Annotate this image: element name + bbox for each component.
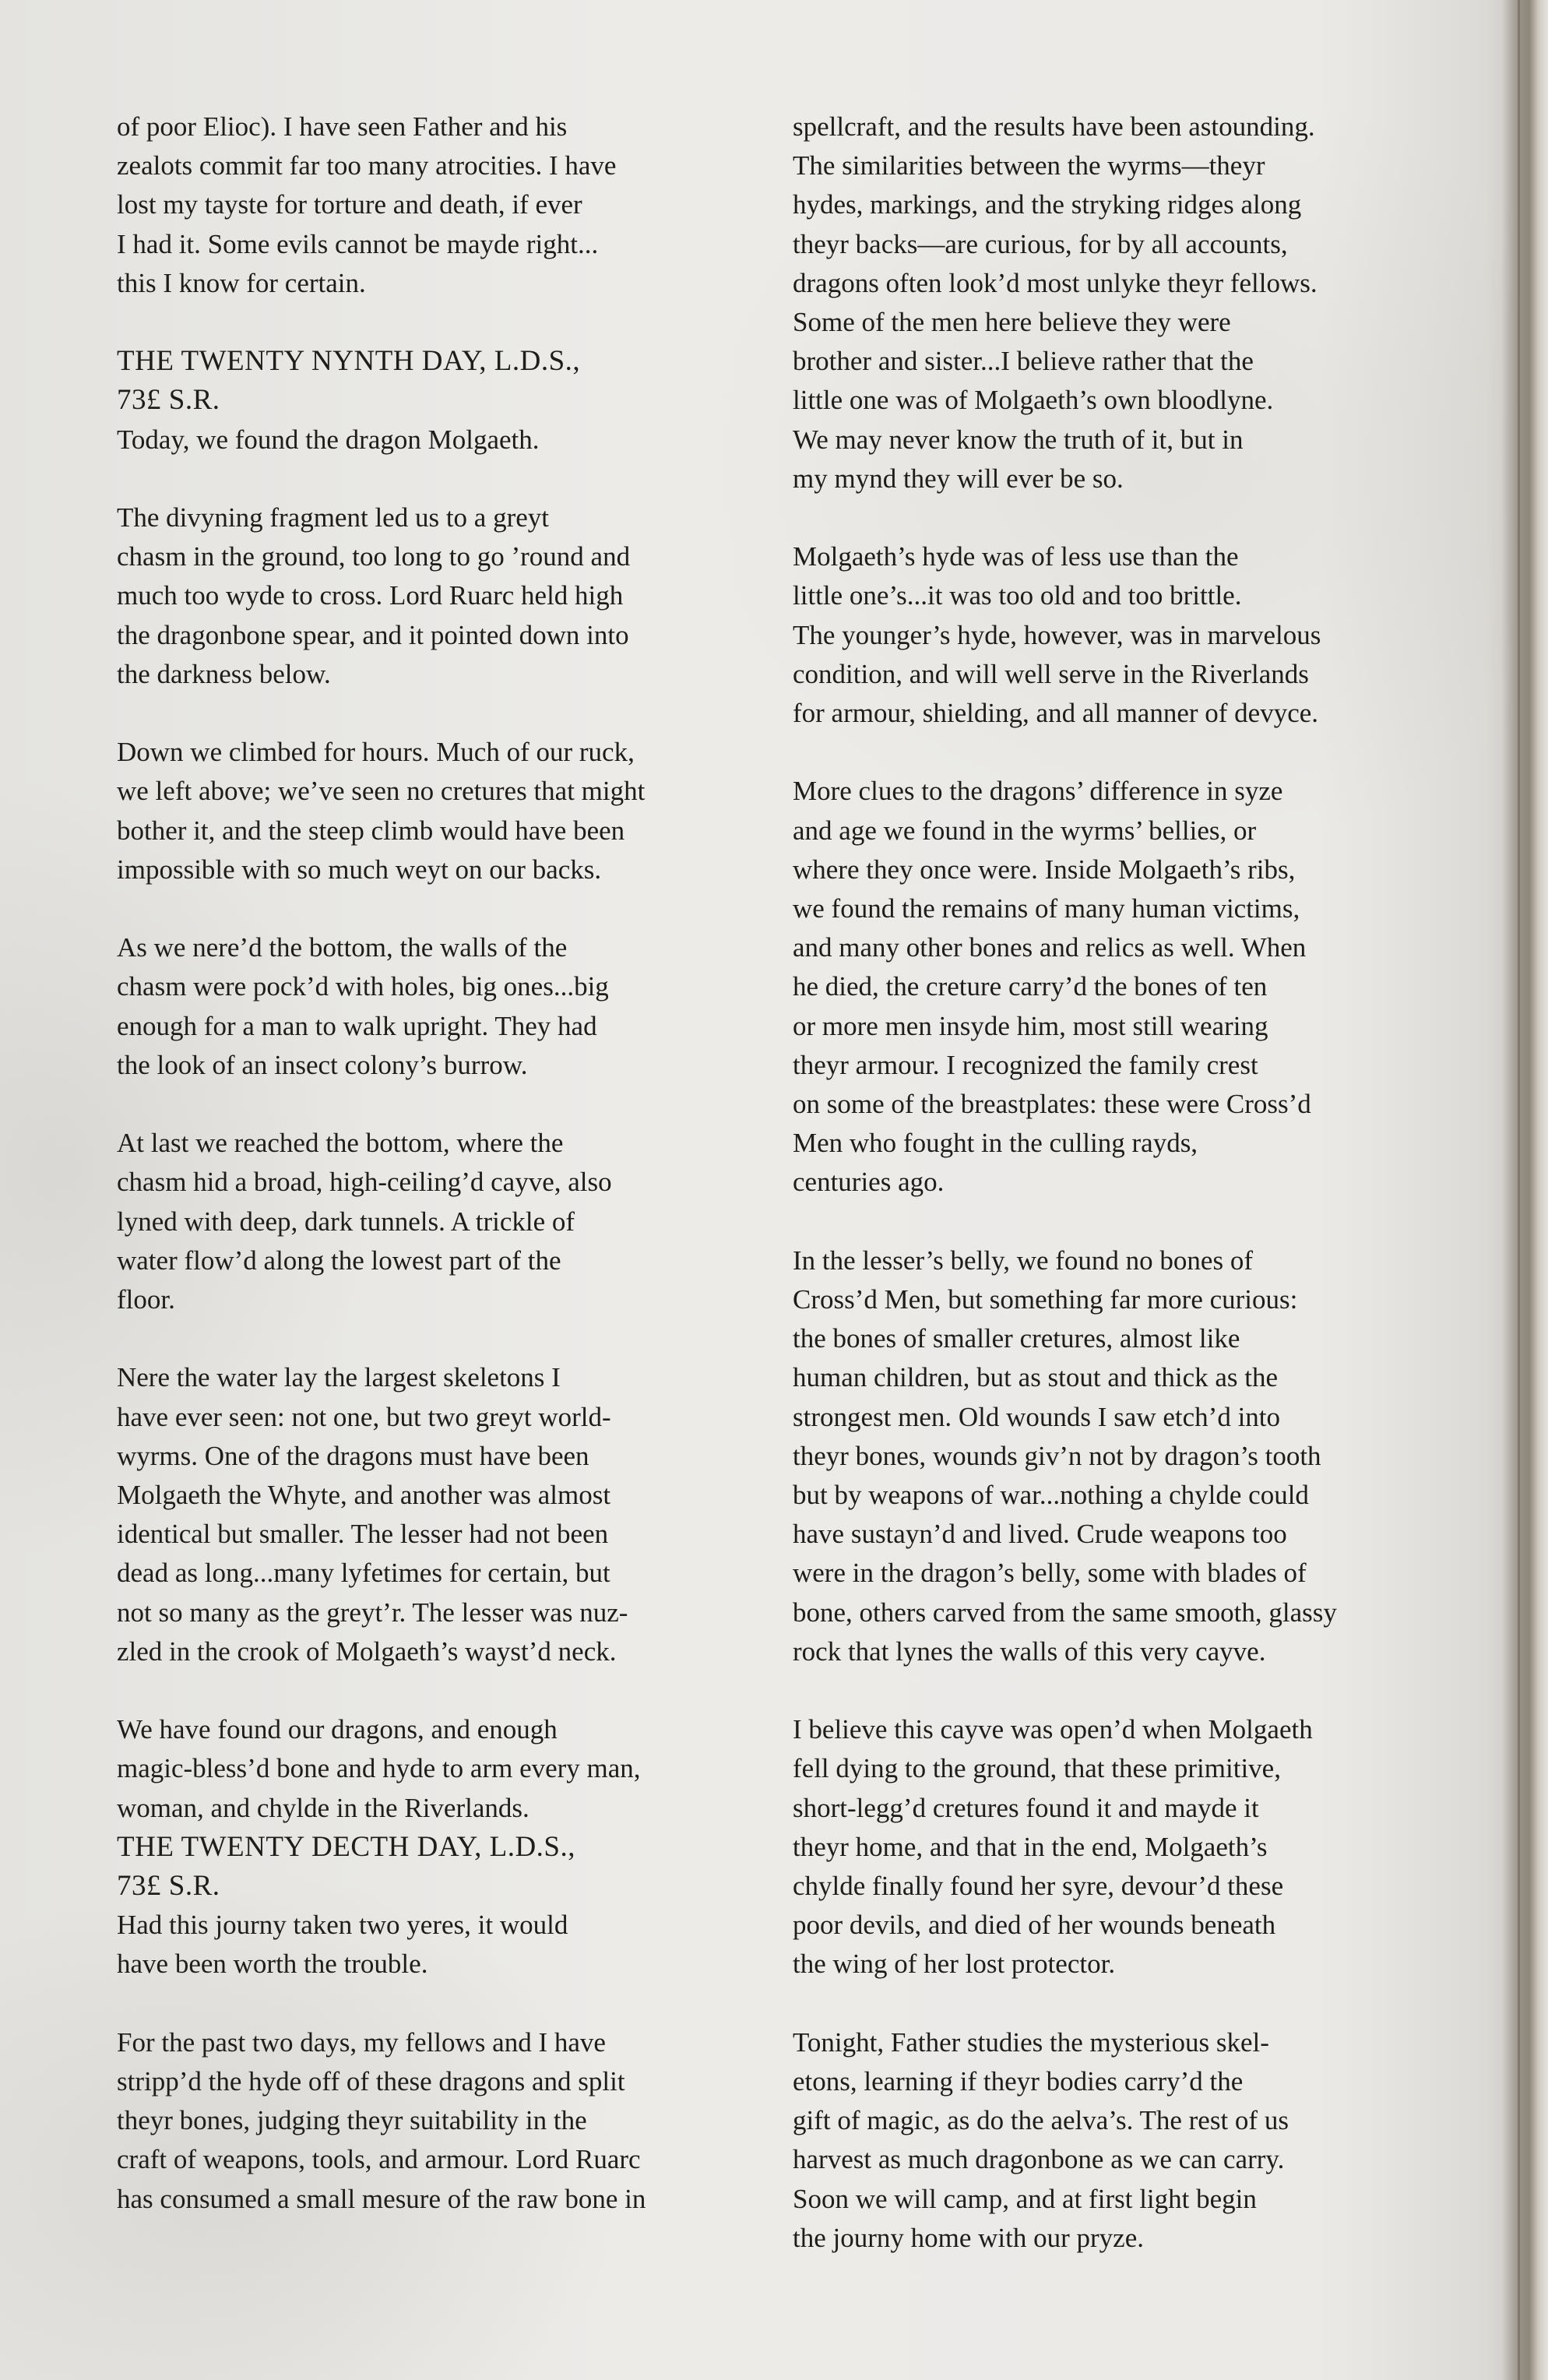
text-line: were in the dragon’s belly, some with blades of [793, 1558, 1307, 1589]
text-line: I believe this cayve was open’d when Molgaeth [793, 1714, 1313, 1745]
paragraph [117, 928, 771, 1085]
text-line: woman, and chylde in the Riverlands. [117, 1792, 529, 1823]
text-line: Some of the men here believe they were [793, 307, 1231, 338]
text-line: I had it. Some evils cannot be mayde right... [117, 228, 599, 259]
text-line: We may never know the truth of it, but in [793, 424, 1244, 455]
entry-heading: 73£ S.R. [117, 384, 220, 417]
text-line: bone, others carved from the same smooth, glassy [793, 1597, 1337, 1628]
text-line: or more men insyde him, most still wearing [793, 1010, 1268, 1041]
text-line: the darkness below. [117, 658, 331, 689]
text-line: theyr backs—are curious, for by all accounts, [793, 228, 1288, 259]
text-line: much too wyde to cross. Lord Ruarc held high [117, 580, 624, 611]
text-line: enough for a man to walk upright. They had [117, 1010, 597, 1041]
text-line: the wing of her lost protector. [793, 1949, 1116, 1980]
text-line: etons, learning if theyr bodies carry’d the [793, 2066, 1244, 2097]
text-line: floor. [117, 1284, 175, 1315]
page-edge-line [1518, 0, 1520, 2380]
text-line: zealots commit far too many atrocities. I have [117, 150, 617, 181]
paragraph [793, 2023, 1447, 2258]
text-line: lost my tayste for torture and death, if ever [117, 189, 582, 220]
text-line: fell dying to the ground, that these primitive, [793, 1753, 1281, 1784]
text-line: and many other bones and relics as well. When [793, 932, 1307, 963]
text-line: and age we found in the wyrms’ bellies, or [793, 815, 1257, 846]
text-line: For the past two days, my fellows and I have [117, 2026, 606, 2058]
text-line: zled in the crook of Molgaeth’s wayst’d neck. [117, 1635, 617, 1667]
text-line: the look of an insect colony’s burrow. [117, 1049, 528, 1080]
left-column [117, 107, 771, 2219]
text-line: this I know for certain. [117, 267, 366, 298]
right-column [793, 107, 1447, 2258]
entry-heading: THE TWENTY NYNTH DAY, L.D.S., [117, 345, 581, 378]
entry-heading: THE TWENTY DECTH DAY, L.D.S., [117, 1830, 576, 1863]
text-line: short-legg’d cretures found it and mayde it [793, 1792, 1259, 1823]
text-line: we found the remains of many human victims, [793, 893, 1300, 924]
entry-heading: 73£ S.R. [117, 1870, 220, 1903]
text-line: chasm were pock’d with holes, big ones...big [117, 971, 609, 1002]
text-line: theyr home, and that in the end, Molgaeth’s [793, 1831, 1268, 1862]
text-line: Molgaeth’s hyde was of less use than the [793, 541, 1239, 572]
text-line: Today, we found the dragon Molgaeth. [117, 424, 540, 455]
text-line: stripp’d the hyde off of these dragons and split [117, 2066, 625, 2097]
text-line: Men who fought in the culling rayds, [793, 1128, 1198, 1159]
journal-entry [117, 342, 771, 459]
text-line: Soon we will camp, and at first light begin [793, 2183, 1257, 2214]
paragraph [117, 498, 771, 694]
text-line: he died, the creture carry’d the bones of ten [793, 971, 1268, 1002]
paragraph [117, 1124, 771, 1319]
text-line: theyr armour. I recognized the family crest [793, 1049, 1258, 1080]
text-line: little one was of Molgaeth’s own bloodlyne. [793, 385, 1274, 416]
paragraph [793, 772, 1447, 1202]
text-line: identical but smaller. The lesser had not been [117, 1519, 609, 1550]
text-line: Molgaeth the Whyte, and another was almost [117, 1480, 611, 1511]
text-line: little one’s...it was too old and too brittle. [793, 580, 1242, 611]
journal-entry [117, 1828, 771, 1984]
text-line: but by weapons of war...nothing a chylde could [793, 1480, 1309, 1511]
text-line: Had this journy taken two yeres, it would [117, 1910, 568, 1941]
text-line: wyrms. One of the dragons must have been [117, 1440, 589, 1471]
text-line: The similarities between the wyrms—theyr [793, 150, 1265, 181]
text-line: Cross’d Men, but something far more curious: [793, 1284, 1298, 1315]
text-line: dragons often look’d most unlyke theyr fellows. [793, 267, 1318, 298]
text-line: have ever seen: not one, but two greyt world- [117, 1401, 611, 1432]
text-line: dead as long...many lyfetimes for certain, but [117, 1558, 610, 1589]
text-line: More clues to the dragons’ difference in syze [793, 776, 1283, 807]
text-line: chylde finally found her syre, devour’d these [793, 1871, 1284, 1902]
text-line: for armour, shielding, and all manner of devyce. [793, 698, 1319, 729]
paragraph [117, 1358, 771, 1671]
paragraph [793, 537, 1447, 733]
text-line: theyr bones, wounds giv’n not by dragon’s tooth [793, 1440, 1321, 1471]
text-line: At last we reached the bottom, where the [117, 1128, 564, 1159]
text-line: where they once were. Inside Molgaeth’s ribs, [793, 854, 1296, 885]
text-line: hydes, markings, and the stryking ridges along [793, 189, 1302, 220]
text-line: rock that lynes the walls of this very cayve. [793, 1635, 1266, 1667]
text-line: gift of magic, as do the aelva’s. The rest of us [793, 2105, 1289, 2136]
text-line: on some of the breastplates: these were Cross’d [793, 1089, 1311, 1120]
text-line: theyr bones, judging theyr suitability in the [117, 2105, 587, 2136]
paragraph [793, 1241, 1447, 1671]
text-line: my mynd they will ever be so. [793, 463, 1124, 494]
text-line: magic-bless’d bone and hyde to arm every man, [117, 1753, 641, 1784]
text-line: not so many as the greyt’r. The lesser was nuz- [117, 1597, 628, 1628]
text-line: centuries ago. [793, 1167, 945, 1198]
text-line: Nere the water lay the largest skeletons I [117, 1362, 561, 1393]
text-line: In the lesser’s belly, we found no bones of [793, 1245, 1253, 1276]
text-line: bother it, and the steep climb would have been [117, 815, 625, 846]
text-line: the dragonbone spear, and it pointed down into [117, 619, 629, 650]
text-line: the journy home with our pryze. [793, 2222, 1145, 2253]
text-line: craft of weapons, tools, and armour. Lord Ruarc [117, 2144, 641, 2175]
paragraph [793, 1710, 1447, 1984]
text-line: lyned with deep, dark tunnels. A trickle of [117, 1206, 575, 1237]
text-line: we left above; we’ve seen no cretures that might [117, 776, 646, 807]
text-line: spellcraft, and the results have been astounding. [793, 111, 1315, 142]
text-line: The younger’s hyde, however, was in marvelous [793, 619, 1321, 650]
text-line: As we nere’d the bottom, the walls of the [117, 932, 568, 963]
text-line: impossible with so much weyt on our backs. [117, 854, 602, 885]
paragraph [793, 107, 1447, 498]
text-line: We have found our dragons, and enough [117, 1714, 558, 1745]
text-line: brother and sister...I believe rather that the [793, 346, 1254, 377]
text-line: Tonight, Father studies the mysterious skel- [793, 2026, 1269, 2058]
paragraph [117, 107, 771, 303]
text-line: water flow’d along the lowest part of the [117, 1245, 561, 1276]
text-line: chasm in the ground, too long to go ’round and [117, 541, 631, 572]
text-line: the bones of smaller cretures, almost like [793, 1323, 1240, 1354]
text-line: poor devils, and died of her wounds beneath [793, 1910, 1276, 1941]
text-line: harvest as much dragonbone as we can carry. [793, 2144, 1285, 2175]
paragraph [117, 2023, 771, 2219]
text-line: Down we climbed for hours. Much of our ruck, [117, 737, 635, 768]
text-line: strongest men. Old wounds I saw etch’d into [793, 1401, 1281, 1432]
text-line: have sustayn’d and lived. Crude weapons too [793, 1519, 1287, 1550]
paragraph [117, 1710, 771, 1828]
paragraph [117, 733, 771, 889]
text-line: has consumed a small mesure of the raw bone in [117, 2183, 646, 2214]
text-line: human children, but as stout and thick as the [793, 1362, 1279, 1393]
text-line: have been worth the trouble. [117, 1949, 428, 1980]
text-line: condition, and will well serve in the Riverlands [793, 658, 1309, 689]
text-line: of poor Elioc). I have seen Father and his [117, 111, 568, 142]
text-line: chasm hid a broad, high-ceiling’d cayve, also [117, 1167, 612, 1198]
torn-page-edge [1501, 0, 1548, 2380]
text-line: The divyning fragment led us to a greyt [117, 502, 549, 533]
